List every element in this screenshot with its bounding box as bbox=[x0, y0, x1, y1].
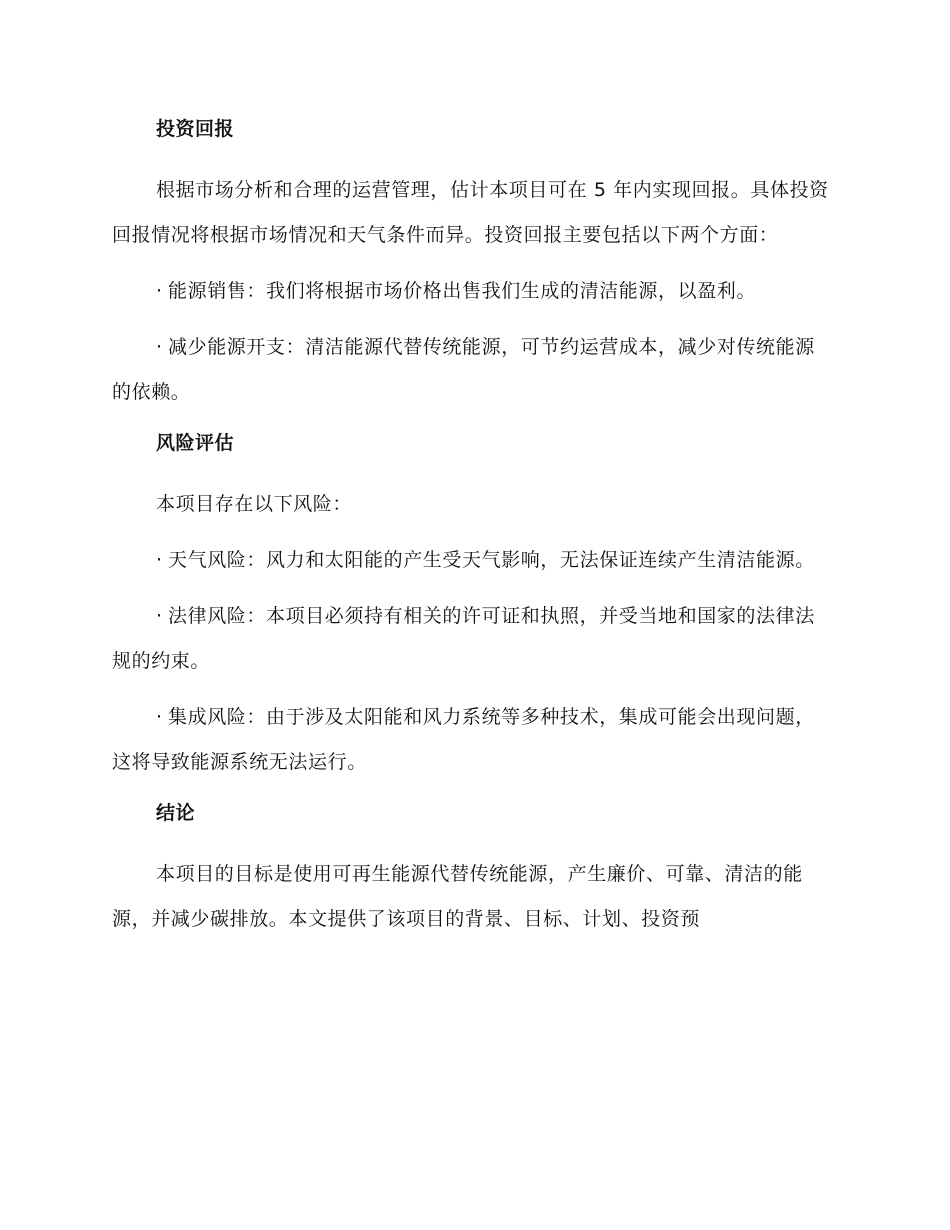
risk-intro-paragraph: 本项目存在以下风险： bbox=[156, 493, 353, 515]
bullet-text: 减少能源开支：清洁能源代替传统能源，可节约运营成本，减少对传统能源的依赖。 bbox=[112, 336, 815, 403]
section-heading-conclusion: 结论 bbox=[156, 802, 196, 824]
investment-bullet-energy-sales bbox=[112, 269, 830, 314]
document-body bbox=[112, 112, 830, 953]
bullet-marker: · bbox=[156, 336, 163, 358]
investment-bullet-reduce-costs bbox=[112, 325, 830, 415]
bullet-text: 天气风险：风力和太阳能的产生受天气影响，无法保证连续产生清洁能源。 bbox=[168, 549, 815, 571]
bullet-marker: · bbox=[156, 280, 163, 302]
bullet-text: 法律风险：本项目必须持有相关的许可证和执照，并受当地和国家的法律法规的约束。 bbox=[112, 605, 815, 672]
bullet-marker: · bbox=[156, 549, 163, 571]
investment-intro-paragraph: 根据市场分析和合理的运营管理，估计本项目可在 5 年内实现回报。具体投资回报情况将根据市场情况和天气条件而异。投资回报主要包括以下两个方面： bbox=[112, 179, 829, 246]
risk-bullet-integration bbox=[112, 695, 830, 785]
risk-bullet-legal bbox=[112, 594, 830, 684]
section-heading-risk: 风险评估 bbox=[156, 432, 235, 454]
bullet-marker: · bbox=[156, 605, 163, 627]
conclusion-paragraph: 本项目的目标是使用可再生能源代替传统能源，产生廉价、可靠、清洁的能源，并减少碳排放。本文提供了该项目的背景、目标、计划、投资预 bbox=[112, 863, 803, 930]
section-heading-investment: 投资回报 bbox=[156, 118, 235, 140]
risk-bullet-weather bbox=[112, 538, 830, 583]
bullet-marker: · bbox=[156, 706, 163, 728]
bullet-text: 集成风险：由于涉及太阳能和风力系统等多种技术，集成可能会出现问题，这将导致能源系统无法运行。 bbox=[112, 706, 815, 773]
bullet-text: 能源销售：我们将根据市场价格出售我们生成的清洁能源，以盈利。 bbox=[168, 280, 757, 302]
